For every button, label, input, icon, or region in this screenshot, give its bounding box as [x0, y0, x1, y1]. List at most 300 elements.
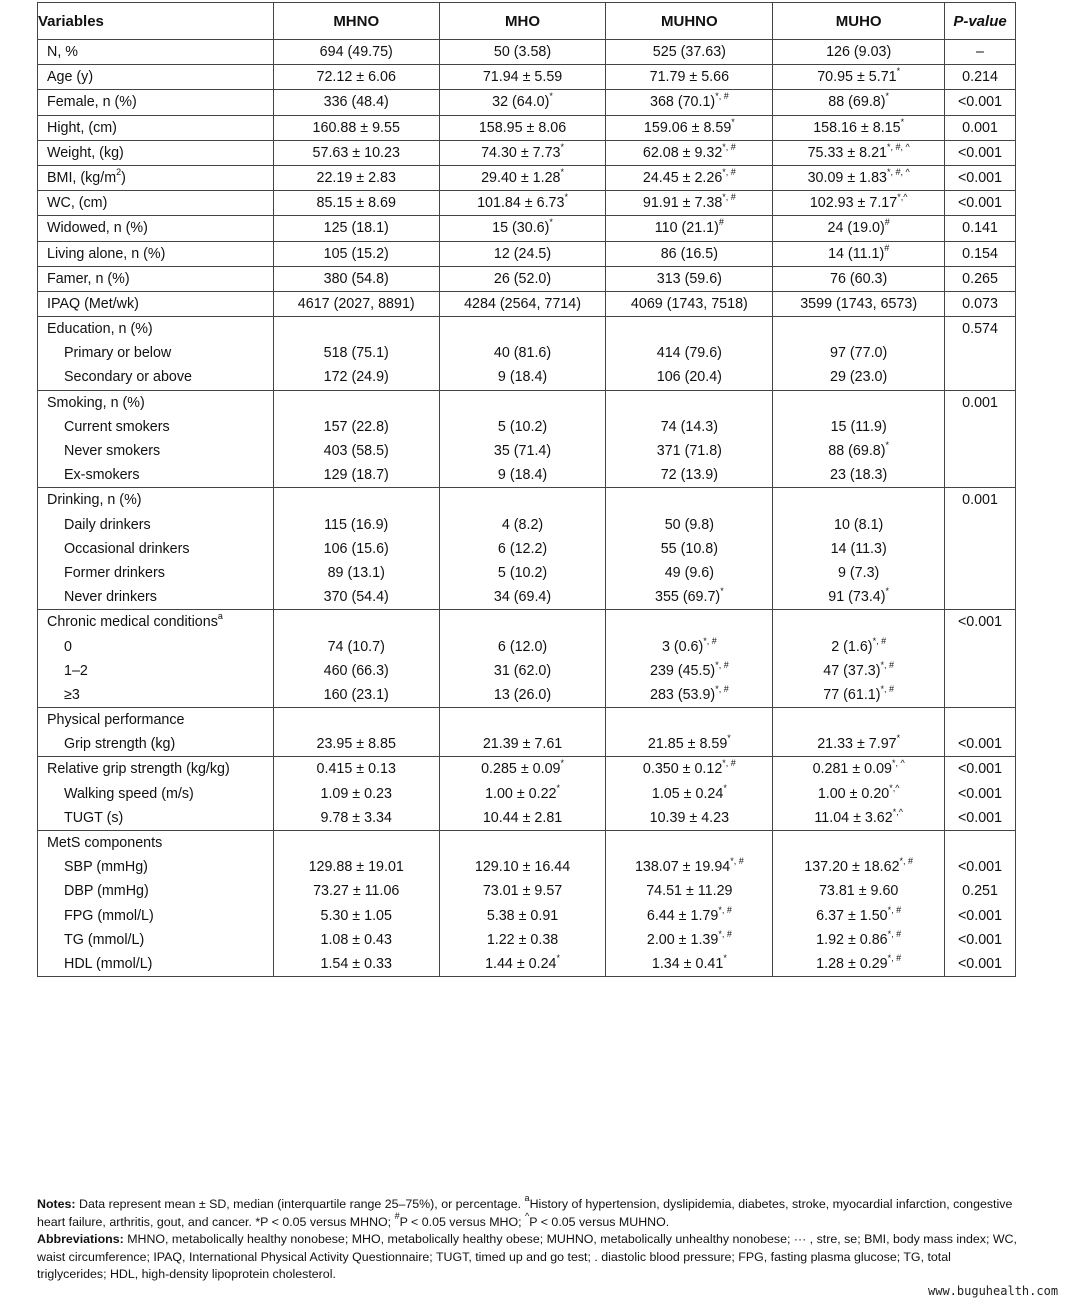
cell-value: 1.22 ± 0.38: [486, 931, 559, 948]
muho-cell: [773, 831, 945, 977]
mhno-cell: [273, 115, 439, 140]
mho-cell: [439, 831, 606, 977]
abbreviations-paragraph: Abbreviations: MHNO, metabolically healthy nonobese; MHO, metabolically healthy obese; MUHNO, metabolically unhealthy nonobese; ··· , stre, se; BMI, body mass index; WC, waist circumference; IPAQ, International Physical Activity Questionnaire; TUGT, timed up and go test; . diastolic blood pressure; FPG, fasting plasma glucose; TG, total triglycerides; HDL, high-density lipoprotein cholesterol.: [37, 1232, 1017, 1282]
variable-label: HDL (mmol/L): [64, 955, 153, 972]
significance-marker: #: [884, 242, 890, 253]
value-line: [440, 463, 606, 487]
table-row: [38, 90, 1016, 115]
p-value: 0.001: [962, 119, 998, 136]
value-line: [274, 317, 439, 341]
mhno-cell: [273, 708, 439, 757]
cell-value: 3599 (1743, 6573): [800, 295, 918, 312]
cell-value: 35 (71.4): [493, 443, 552, 459]
variable-label: Weight, (kg): [47, 144, 124, 161]
cell-value: 172 (24.9): [323, 369, 389, 386]
cell-value: 22.19 ± 2.83: [316, 169, 396, 186]
value-line: [440, 635, 606, 659]
variable-cell: [38, 241, 274, 266]
cell-value: 30.09 ± 1.83: [807, 169, 887, 186]
p-value-cell: [945, 390, 1016, 488]
variable-cell: [38, 390, 274, 488]
mhno-cell: [273, 140, 439, 165]
muhno-cell: [606, 140, 773, 165]
cell-value: 6.37 ± 1.50: [816, 907, 888, 924]
notes-paragraph: Notes: Data represent mean ± SD, median (interquartile range 25–75%), or percentage. $^a$History of hypertension, dyslipidemia, diabetes, stroke, myocardial infarction, congestive heart failure, arthritis, gout, and cancer. *P < 0.05 versus MHNO; #P < 0.05 versus MHO; ^P < 0.05 versus MUHNO.: [37, 1193, 1013, 1229]
mhno-cell: [273, 610, 439, 708]
cell-value: 6 (12.0): [497, 638, 548, 655]
cell-value: 86 (16.5): [660, 245, 718, 262]
value-line: [606, 904, 772, 928]
variable-label: Chronic medical conditions$^a$: [47, 611, 223, 631]
p-value: <0.001: [957, 931, 1003, 948]
cell-value: 115 (16.9): [324, 516, 389, 533]
cell-value: 74 (10.7): [327, 638, 385, 655]
cell-value: 370 (54.4): [323, 589, 389, 606]
cell-value: 105 (15.2): [323, 245, 389, 262]
value-line: [440, 488, 606, 512]
value-line: [440, 341, 606, 365]
variable-label: TG (mmol/L): [64, 931, 145, 948]
cell-value: 9 (18.4): [497, 369, 548, 386]
cell-value: 14 (11.1): [828, 245, 885, 262]
value-line: [606, 879, 772, 903]
muhno-cell: [606, 488, 773, 610]
table-row: [38, 241, 1016, 266]
value-line: [606, 659, 772, 683]
value-line: [773, 585, 944, 609]
cell-value: 71.94 ± 5.59: [482, 69, 563, 86]
p-value-cell: [945, 291, 1016, 316]
significance-marker: *, #: [703, 635, 717, 646]
cell-value: 74 (14.3): [660, 418, 718, 435]
mho-cell: [439, 757, 606, 831]
value-line: [773, 879, 944, 903]
muhno-cell: [606, 610, 773, 708]
cell-value: 89 (13.1): [327, 564, 385, 581]
value-line: [440, 561, 606, 585]
cell-value: 371 (71.8): [656, 443, 722, 459]
significance-marker: *: [727, 733, 731, 744]
cell-value: 160.88 ± 9.55: [312, 119, 400, 136]
cell-value: 50 (3.58): [493, 44, 552, 60]
cell-value: 70.95 ± 5.71: [817, 69, 897, 86]
cell-value: 91 (73.4): [828, 589, 886, 606]
significance-marker: *, #: [715, 683, 729, 694]
variable-label: Secondary or above: [64, 369, 192, 386]
value-line: [440, 659, 606, 683]
variable-cell: [38, 65, 274, 90]
cell-value: 72.12 ± 6.06: [316, 69, 396, 86]
cell-value: 73.01 ± 9.57: [482, 883, 563, 900]
variable-label: Primary or below: [64, 345, 172, 362]
p-value-cell: [945, 831, 1016, 977]
table-row: [38, 65, 1016, 90]
value-line: [440, 537, 606, 561]
significance-marker: *, #: [715, 91, 729, 102]
value-line: [274, 879, 439, 903]
value-line: [606, 513, 772, 537]
cell-value: 77 (61.1): [823, 686, 881, 703]
table-row: [38, 390, 1016, 488]
cell-value: 62.08 ± 9.32: [642, 144, 723, 161]
header-variables: Variables: [38, 3, 274, 40]
p-value: [945, 439, 1015, 463]
cell-value: 74.51 ± 11.29: [646, 883, 733, 900]
cell-value: 5 (10.2): [497, 418, 548, 435]
significance-marker: *: [896, 66, 901, 77]
significance-marker: *: [549, 91, 553, 102]
p-value-cell: [945, 488, 1016, 610]
variable-cell: [38, 610, 274, 708]
variable-cell: [38, 266, 274, 291]
cell-value: 110 (21.1): [654, 220, 719, 237]
cell-value: 85.15 ± 8.69: [316, 195, 396, 212]
value-line: [606, 40, 772, 64]
cell-value: 1.28 ± 0.29: [816, 955, 888, 972]
value-line: [773, 391, 944, 415]
cell-value: 368 (70.1): [650, 94, 716, 111]
value-line: [274, 415, 439, 439]
p-value: [945, 463, 1015, 487]
cell-value: 239 (45.5): [650, 662, 716, 679]
header-p-value: P-value: [945, 3, 1016, 40]
variable-label: WC, (cm): [47, 195, 108, 212]
significance-marker: #: [718, 217, 724, 228]
significance-marker: *, #: [887, 928, 902, 939]
value-line: [606, 683, 772, 707]
mho-cell: [439, 266, 606, 291]
significance-marker: *: [885, 586, 890, 597]
variable-label: Drinking, n (%): [47, 492, 142, 509]
cell-value: 1.54 ± 0.33: [320, 955, 392, 972]
mhno-cell: [273, 317, 439, 391]
muho-cell: [773, 708, 945, 757]
value-line: [606, 952, 772, 976]
value-line: [606, 561, 772, 585]
cell-value: 10.39 ± 4.23: [649, 809, 730, 826]
value-line: [773, 65, 944, 89]
significance-marker: *, #: [887, 952, 902, 963]
value-line: [274, 488, 439, 512]
value-line: [440, 40, 606, 64]
cell-value: 21.85 ± 8.59: [647, 736, 728, 753]
variable-cell: [38, 216, 274, 241]
value-line: [773, 610, 944, 634]
p-value-cell: [945, 216, 1016, 241]
significance-marker: *, #: [722, 166, 736, 177]
p-value: <0.001: [957, 907, 1003, 924]
p-value: [945, 341, 1015, 365]
value-line: [606, 65, 772, 89]
variable-cell: [38, 708, 274, 757]
variable-cell: [38, 191, 274, 216]
p-value: 0.073: [962, 295, 998, 312]
cell-value: 71.79 ± 5.66: [649, 69, 730, 86]
muho-cell: [773, 191, 945, 216]
value-line: [606, 141, 772, 165]
variable-label: Ex-smokers: [64, 467, 140, 484]
value-line: [773, 488, 944, 512]
watermark: www.buguhealth.com: [928, 1284, 1059, 1298]
value-line: [773, 708, 944, 732]
cell-value: 40 (81.6): [493, 345, 552, 362]
cell-value: 2 (1.6): [831, 638, 873, 655]
value-line: [440, 585, 606, 609]
variable-cell: [38, 831, 274, 977]
muhno-cell: [606, 40, 773, 65]
muho-cell: [773, 241, 945, 266]
header-muho: MUHO: [773, 3, 945, 40]
value-line: [440, 708, 606, 732]
cell-value: 23.95 ± 8.85: [316, 736, 396, 753]
mho-cell: [439, 165, 606, 190]
value-line: [274, 659, 439, 683]
significance-marker: *: [556, 782, 561, 793]
muhno-cell: [606, 165, 773, 190]
value-line: [773, 757, 944, 781]
value-line: [274, 463, 439, 487]
p-value: [945, 708, 1015, 732]
value-line: [274, 732, 439, 756]
table-row: [38, 140, 1016, 165]
p-value: [945, 537, 1015, 561]
value-line: [606, 292, 772, 316]
variable-label: 1–2: [64, 662, 88, 679]
table-row: [38, 191, 1016, 216]
mhno-cell: [273, 241, 439, 266]
variable-cell: [38, 40, 274, 65]
cell-value: 0.415 ± 0.13: [316, 761, 396, 778]
value-line: [274, 683, 439, 707]
mho-cell: [439, 610, 606, 708]
table-notes: [37, 1193, 1019, 1284]
cell-value: 4069 (1743, 7518): [630, 295, 748, 312]
cell-value: 91.91 ± 7.38: [642, 195, 723, 212]
value-line: [440, 757, 606, 781]
significance-marker: *: [549, 217, 553, 228]
value-line: [773, 904, 944, 928]
value-line: [773, 561, 944, 585]
value-line: [274, 341, 439, 365]
significance-marker: *: [560, 166, 564, 177]
cell-value: 13 (26.0): [493, 686, 552, 703]
value-line: [773, 292, 944, 316]
cell-value: 72 (13.9): [660, 467, 718, 484]
significance-marker: *: [560, 141, 564, 152]
value-line: [773, 513, 944, 537]
value-line: [440, 242, 606, 266]
cell-value: 106 (15.6): [323, 540, 389, 557]
cell-value: 73.81 ± 9.60: [818, 883, 899, 900]
muho-cell: [773, 266, 945, 291]
value-line: [773, 341, 944, 365]
significance-marker: *,^: [897, 192, 908, 203]
value-line: [440, 216, 606, 240]
value-line: [606, 341, 772, 365]
value-line: [440, 928, 606, 952]
header-muhno: MUHNO: [606, 3, 773, 40]
significance-marker: *, #: [722, 141, 736, 152]
value-line: [274, 216, 439, 240]
cell-value: 1.00 ± 0.20: [817, 785, 890, 802]
variable-cell: [38, 115, 274, 140]
value-line: [274, 708, 439, 732]
p-value: [945, 585, 1015, 609]
variable-label: Living alone, n (%): [47, 245, 166, 262]
mho-cell: [439, 241, 606, 266]
value-line: [606, 806, 772, 830]
value-line: [274, 141, 439, 165]
significance-marker: *, #: [880, 683, 895, 694]
significance-marker: *, #: [722, 758, 736, 769]
variable-cell: [38, 757, 274, 831]
muho-cell: [773, 390, 945, 488]
value-line: [274, 855, 439, 879]
cell-value: 6 (12.2): [497, 540, 548, 557]
muhno-cell: [606, 317, 773, 391]
cell-value: 0.350 ± 0.12: [642, 761, 723, 778]
value-line: [606, 317, 772, 341]
cell-value: 159.06 ± 8.59: [643, 119, 732, 136]
value-line: [606, 90, 772, 114]
p-value: <0.001: [957, 169, 1003, 186]
significance-marker: *: [723, 782, 727, 793]
value-line: [773, 267, 944, 291]
p-value: 0.141: [962, 220, 998, 237]
p-value: –: [976, 44, 984, 60]
muho-cell: [773, 90, 945, 115]
p-value: <0.001: [957, 736, 1003, 753]
mho-cell: [439, 90, 606, 115]
value-line: [773, 855, 944, 879]
cell-value: 1.00 ± 0.22: [485, 785, 557, 802]
value-line: [440, 292, 606, 316]
significance-marker: *: [564, 192, 568, 203]
cell-value: 460 (66.3): [323, 662, 389, 679]
variable-label: FPG (mmol/L): [64, 907, 154, 924]
variable-label: Never smokers: [64, 443, 161, 459]
variable-label: Walking speed (m/s): [64, 785, 194, 802]
significance-marker: *, #: [718, 904, 732, 915]
mhno-cell: [273, 390, 439, 488]
p-value: <0.001: [957, 761, 1003, 778]
value-line: [773, 116, 944, 140]
header-row: [38, 3, 1016, 40]
value-line: [773, 952, 944, 976]
value-line: [773, 732, 944, 756]
cell-value: 694 (49.75): [319, 44, 393, 60]
value-line: [440, 116, 606, 140]
muhno-cell: [606, 266, 773, 291]
significance-marker: *, #: [872, 635, 887, 646]
value-line: [606, 732, 772, 756]
value-line: [440, 439, 606, 463]
variable-label: Never drinkers: [64, 589, 157, 606]
cell-value: 2.00 ± 1.39: [646, 931, 719, 948]
variable-label: N, %: [47, 44, 78, 60]
significance-marker: *: [885, 440, 890, 450]
header-mhno: MHNO: [273, 3, 439, 40]
mhno-cell: [273, 191, 439, 216]
variable-cell: [38, 140, 274, 165]
p-value: 0.154: [962, 245, 998, 262]
cell-value: 76 (60.3): [830, 270, 888, 287]
cell-value: 55 (10.8): [660, 540, 718, 557]
cell-value: 158.95 ± 8.06: [478, 119, 567, 136]
value-line: [274, 904, 439, 928]
p-value-cell: [945, 241, 1016, 266]
significance-marker: *: [560, 758, 564, 769]
mhno-cell: [273, 291, 439, 316]
cell-value: 4284 (2564, 7714): [464, 295, 581, 312]
cell-value: 47 (37.3): [823, 662, 881, 679]
muhno-cell: [606, 291, 773, 316]
cell-value: 101.84 ± 6.73: [477, 195, 565, 212]
mho-cell: [439, 115, 606, 140]
cell-value: 3 (0.6): [661, 638, 704, 655]
cell-value: 75.33 ± 8.21: [807, 144, 887, 161]
variable-label: Grip strength (kg): [64, 736, 176, 753]
value-line: [274, 585, 439, 609]
p-value: <0.001: [957, 195, 1003, 212]
cell-value: 4 (8.2): [501, 516, 544, 533]
variable-label: TUGT (s): [64, 809, 124, 826]
p-value: <0.001: [957, 144, 1003, 161]
value-line: [274, 191, 439, 215]
cell-value: 24.45 ± 2.26: [642, 169, 723, 186]
significance-marker: *,^: [892, 806, 903, 817]
cell-value: 9 (7.3): [838, 564, 880, 581]
p-value-cell: [945, 140, 1016, 165]
value-line: [274, 537, 439, 561]
variable-cell: [38, 488, 274, 610]
value-line: [274, 831, 439, 855]
cell-value: 355 (69.7): [655, 589, 721, 606]
p-value-cell: [945, 610, 1016, 708]
significance-marker: *: [731, 116, 735, 127]
table-row: [38, 266, 1016, 291]
p-value-cell: [945, 115, 1016, 140]
variable-label: 0: [64, 638, 72, 655]
significance-marker: *, #: [899, 856, 914, 867]
mho-cell: [439, 488, 606, 610]
muho-cell: [773, 40, 945, 65]
value-line: [440, 952, 606, 976]
variable-label: Daily drinkers: [64, 516, 151, 533]
cell-value: 73.27 ± 11.06: [313, 883, 400, 900]
value-line: [274, 952, 439, 976]
cell-value: 336 (48.4): [323, 94, 389, 111]
variable-label: Female, n (%): [47, 94, 137, 111]
value-line: [606, 488, 772, 512]
value-line: [773, 141, 944, 165]
significance-marker: *, #: [880, 659, 895, 670]
value-line: [606, 415, 772, 439]
cell-value: 12 (24.5): [493, 245, 552, 262]
value-line: [606, 166, 772, 190]
p-value-cell: [945, 165, 1016, 190]
mhno-cell: [273, 488, 439, 610]
p-value: [945, 561, 1015, 585]
characteristics-table: [37, 2, 1016, 977]
p-value: <0.001: [957, 809, 1003, 826]
mho-cell: [439, 291, 606, 316]
muho-cell: [773, 165, 945, 190]
significance-marker: *: [720, 586, 724, 597]
value-line: [274, 65, 439, 89]
value-line: [606, 242, 772, 266]
value-line: [440, 90, 606, 114]
